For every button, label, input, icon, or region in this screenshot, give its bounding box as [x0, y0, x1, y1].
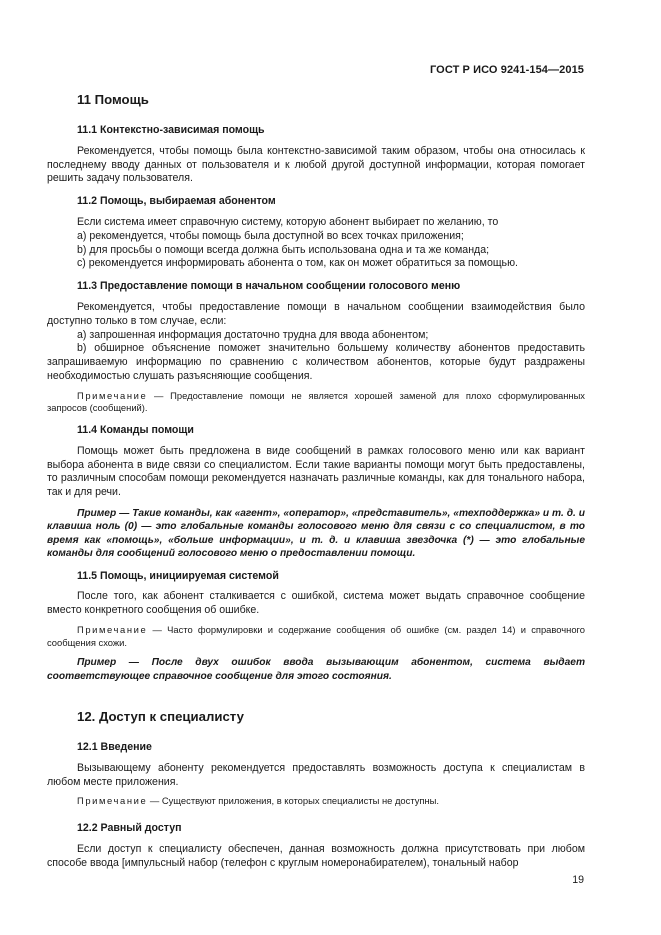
- section-11-3: [47, 280, 585, 415]
- document-id-header: ГОСТ Р ИСО 9241-154—2015: [429, 64, 584, 76]
- note-text: — Часто формулировки и содержание сообщения об ошибке (см. раздел 14) и справочного сообщения схожи.: [47, 623, 585, 648]
- section-11-1-title: 11.1 Контекстно-зависимая помощь: [77, 124, 265, 136]
- section-11-4: [47, 424, 585, 561]
- section-11-2: [47, 195, 585, 271]
- section-11-3-title: 11.3 Предоставление помощи в начальном сообщении голосового меню: [77, 280, 461, 293]
- section-11-4-title: 11.4 Команды помощи: [77, 423, 194, 436]
- list-item: а) запрошенная информация достаточно трудна для ввода абонентом;: [77, 328, 429, 341]
- paragraph: Вызывающему абоненту рекомендуется предоставлять возможность доступа к специалистам в любом месте приложения.: [47, 761, 585, 788]
- section-11-5: [47, 570, 585, 683]
- paragraph: Рекомендуется, чтобы помощь была контекстно-зависимой таким образом, чтобы она относилась к последнему вводу данных от пользователя и к любой другой доступной информации, которая помогает решить задачу пользователя.: [47, 144, 585, 185]
- section-12-1: [47, 741, 585, 808]
- note-label: Примечание: [77, 623, 148, 635]
- paragraph: Если система имеет справочную систему, которую абонент выбирает по желанию, то: [77, 215, 499, 228]
- section-12-title: 12. Доступ к специалисту: [77, 708, 244, 724]
- note-text: — Предоставление помощи не является хорошей заменой для плохо сформулированных запросов (сообщений).: [47, 389, 585, 414]
- list-item: с) рекомендуется информировать абонента о том, как он может обратиться за помощью.: [77, 257, 518, 270]
- section-12-1-title: 12.1 Введение: [77, 740, 152, 753]
- section-12-2: [47, 822, 585, 870]
- note: [47, 795, 585, 808]
- list-item: b) для просьбы о помощи всегда должна быть использована одна и та же команда;: [77, 243, 490, 256]
- example: Пример — Такие команды, как «агент», «оператор», «представитель», «техподдержка» и т. д. и клавиша ноль (0) — это глобальные команды голосового меню для связи с со специалистом, в то время как «помощь», «больше информации», и т. д. и клавиша звездочка (*) — это глобальные команды для сообщений голосового меню о предоставлении помощи.: [47, 507, 585, 560]
- section-11-1: [47, 124, 585, 186]
- page-number: 19: [572, 874, 584, 886]
- note-label: Примечание: [77, 389, 148, 401]
- paragraph: После того, как абонент сталкивается с ошибкой, система может выдать справочное сообщение вместо конкретного сообщения об ошибке.: [47, 590, 585, 617]
- section-11-2-title: 11.2 Помощь, выбираемая абонентом: [77, 195, 276, 208]
- list-item: b) обширное объяснение поможет значительно большему количеству абонентов предоставить запрашиваемую информацию по сравнению с количеством абонентов, которые будут раздражены необходимостью слушать разъясняющие сообщения.: [47, 342, 585, 382]
- section-11-5-title: 11.5 Помощь, инициируемая системой: [77, 569, 279, 582]
- paragraph: Если доступ к специалисту обеспечен, данная возможность должна присутствовать при любом способе ввода [импульсный набор (телефон с круглым номеронабирателем), тональный набор: [47, 842, 585, 869]
- note: [47, 390, 585, 415]
- note-text: — Существуют приложения, в которых специалисты не доступны.: [147, 795, 440, 807]
- list-item: а) рекомендуется, чтобы помощь была доступной во всех точках приложения;: [77, 229, 464, 242]
- note-label: Примечание: [77, 795, 148, 807]
- page-content: [47, 92, 585, 879]
- paragraph: Помощь может быть предложена в виде сообщений в рамках голосового меню или как вариант выбора абонента в виде связи со специалистом. Если такие варианты помощи могут быть предоставлены, то различным способам помощи рекомендуется назначать различные команды, как для тонального набора, так и для речи.: [47, 444, 585, 499]
- section-11-title: 11 Помощь: [77, 92, 149, 107]
- note: [47, 624, 585, 649]
- section-12-2-title: 12.2 Равный доступ: [77, 821, 182, 834]
- example: Пример — После двух ошибок ввода вызывающим абонентом, система выдает соответствующее справочное сообщение для этого состояния.: [47, 657, 585, 682]
- paragraph: Рекомендуется, чтобы предоставление помощи в начальном сообщении взаимодействия было доступно только в том случае, если:: [47, 300, 585, 327]
